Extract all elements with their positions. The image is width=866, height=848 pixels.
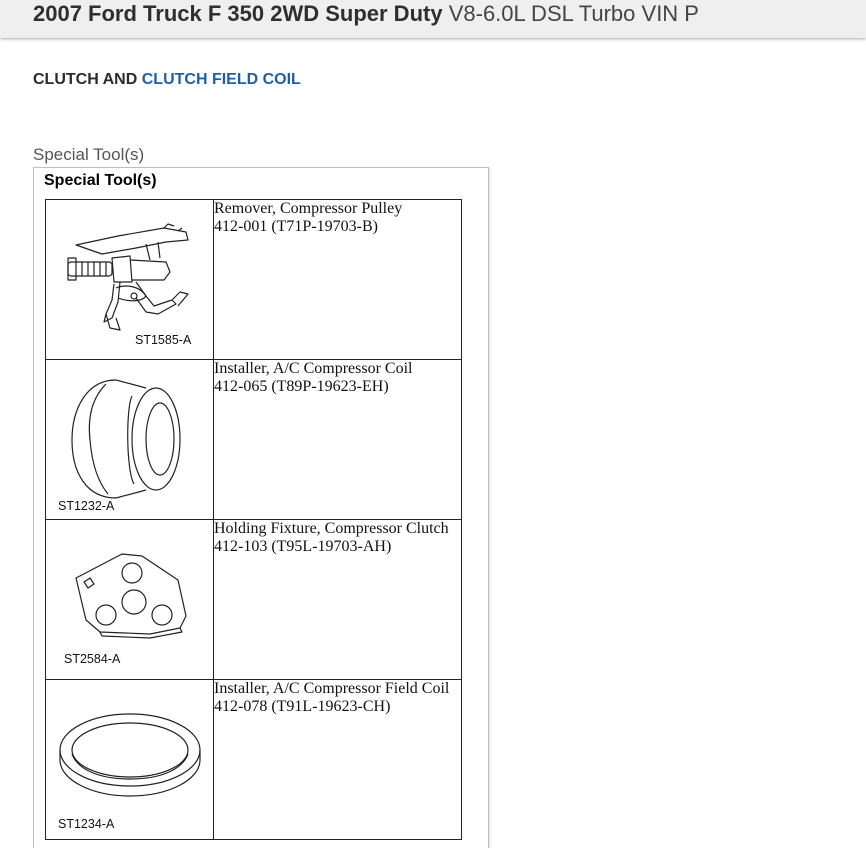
tool-part-number: 412-103 (T95L-19703-AH)	[214, 538, 392, 555]
tool-name: Holding Fixture, Compressor Clutch	[214, 520, 449, 537]
page-header	[0, 0, 866, 38]
table-row	[46, 520, 462, 680]
tool-part-number: 412-078 (T91L-19623-CH)	[214, 698, 391, 715]
tool-name: Remover, Compressor Pulley	[214, 200, 403, 217]
tool-image-label: ST1585-A	[135, 333, 192, 347]
table-row	[46, 200, 462, 360]
section-heading	[33, 71, 301, 89]
tool-part-number: 412-065 (T89P-19623-EH)	[214, 378, 389, 395]
ring-icon	[46, 680, 213, 839]
tool-description	[214, 520, 462, 680]
tool-image-label: ST1234-A	[58, 817, 115, 831]
tool-name: Installer, A/C Compressor Coil	[214, 360, 413, 377]
tool-description	[214, 680, 462, 840]
tool-image-label: ST1232-A	[58, 499, 115, 513]
coil-installer-icon	[46, 360, 213, 519]
figure-caption: Special Tool(s)	[33, 145, 145, 164]
tool-image-label: ST2584-A	[64, 652, 121, 666]
clutch-field-coil-link[interactable]: CLUTCH FIELD COIL	[141, 71, 301, 88]
special-tools-figure	[33, 167, 489, 848]
vehicle-name: 2007 Ford Truck F 350 2WD Super Duty	[33, 1, 443, 26]
table-row	[46, 680, 462, 840]
table-row	[46, 360, 462, 520]
figure-title: Special Tool(s)	[44, 172, 157, 189]
section-prefix: CLUTCH AND	[33, 71, 138, 88]
tool-image-cell	[46, 360, 214, 520]
tool-description	[214, 200, 462, 360]
engine-spec: V8-6.0L DSL Turbo VIN P	[448, 1, 699, 26]
tool-image-cell	[46, 520, 214, 680]
tool-image-cell	[46, 200, 214, 360]
tool-image-cell	[46, 680, 214, 840]
tool-part-number: 412-001 (T71P-19703-B)	[214, 218, 378, 235]
special-tools-table	[45, 199, 462, 840]
tool-description	[214, 360, 462, 520]
vehicle-title	[33, 1, 699, 27]
tool-name: Installer, A/C Compressor Field Coil	[214, 680, 450, 697]
